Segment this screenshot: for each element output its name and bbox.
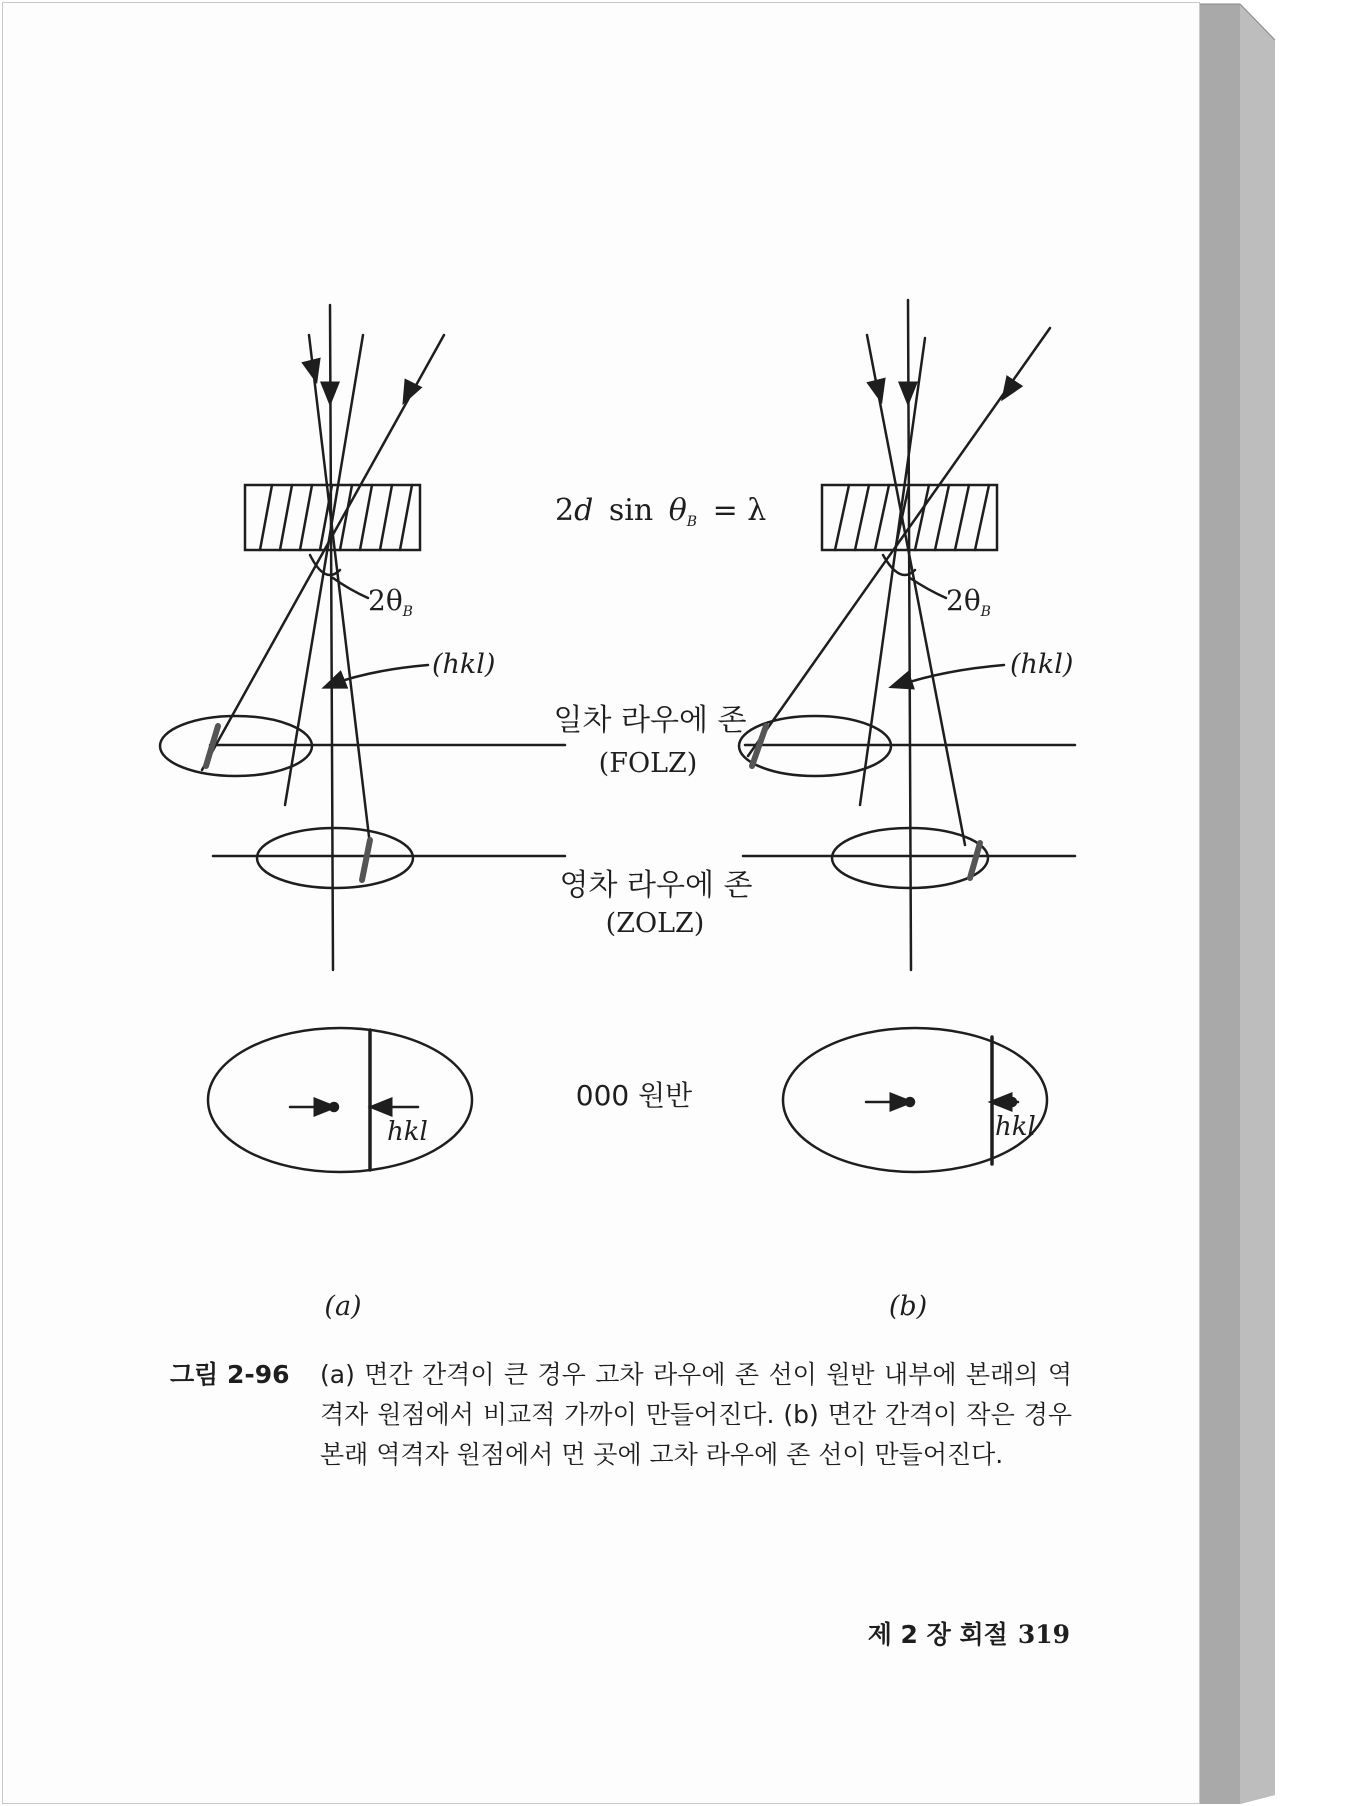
chapter-title: 제 2 장 회절 <box>867 1620 1008 1649</box>
bragg-formula: 2d sin $\theta_B$ = λ <box>555 493 767 530</box>
panel-b <box>739 300 1075 1172</box>
diffracted-beam-b <box>860 338 925 805</box>
lattice-planes-b <box>835 485 989 550</box>
disk-label: 000 원반 <box>575 1079 693 1112</box>
optic-axis-a <box>330 305 333 970</box>
panel-a <box>160 305 565 1172</box>
incident-beam-2-a <box>202 335 444 770</box>
angle-label-b: $2\theta_B$ <box>946 584 991 620</box>
hkl-spot-label-b: hkl <box>995 1112 1036 1142</box>
optic-axis-b <box>908 300 911 970</box>
plane-label-b: (hkl) <box>1010 649 1074 680</box>
sub-label-b: (b) <box>888 1291 928 1322</box>
caption-text: (a) 면간 간격이 큰 경우 고차 라우에 존 선이 원반 내부에 본래의 역격자 원점에서 비교적 가까이 만들어진다. (b) 면간 간격이 작은 경우 본래 역격자 원점에서 먼 곳에 고차 라우에 존 선이 만들어진다. <box>320 1360 1072 1469</box>
incident-beam-1-a <box>309 335 370 845</box>
zolz-ellipse-a <box>257 828 413 888</box>
page-number: 319 <box>1017 1620 1070 1649</box>
zolz-label-korean: 영차 라우에 존 <box>559 868 753 903</box>
page-footer <box>850 1615 1070 1651</box>
diffracted-beam-a <box>285 335 363 805</box>
incident-beam-2-b <box>748 328 1050 756</box>
plane-label-a: (hkl) <box>432 649 496 680</box>
disk-a <box>208 1028 472 1172</box>
caption-label: 그림 2-96 <box>170 1360 290 1389</box>
zolz-label-abbr: (ZOLZ) <box>605 908 705 939</box>
folz-label-abbr: (FOLZ) <box>598 748 698 779</box>
sub-label-a: (a) <box>324 1291 362 1322</box>
angle-label-a: $2\theta_B$ <box>368 584 413 620</box>
folz-label-korean: 일차 라우에 존 <box>553 703 747 738</box>
hkl-leader-b <box>900 665 1004 685</box>
hkl-spot-label-a: hkl <box>387 1117 428 1147</box>
hkl-leader-a <box>330 665 428 685</box>
